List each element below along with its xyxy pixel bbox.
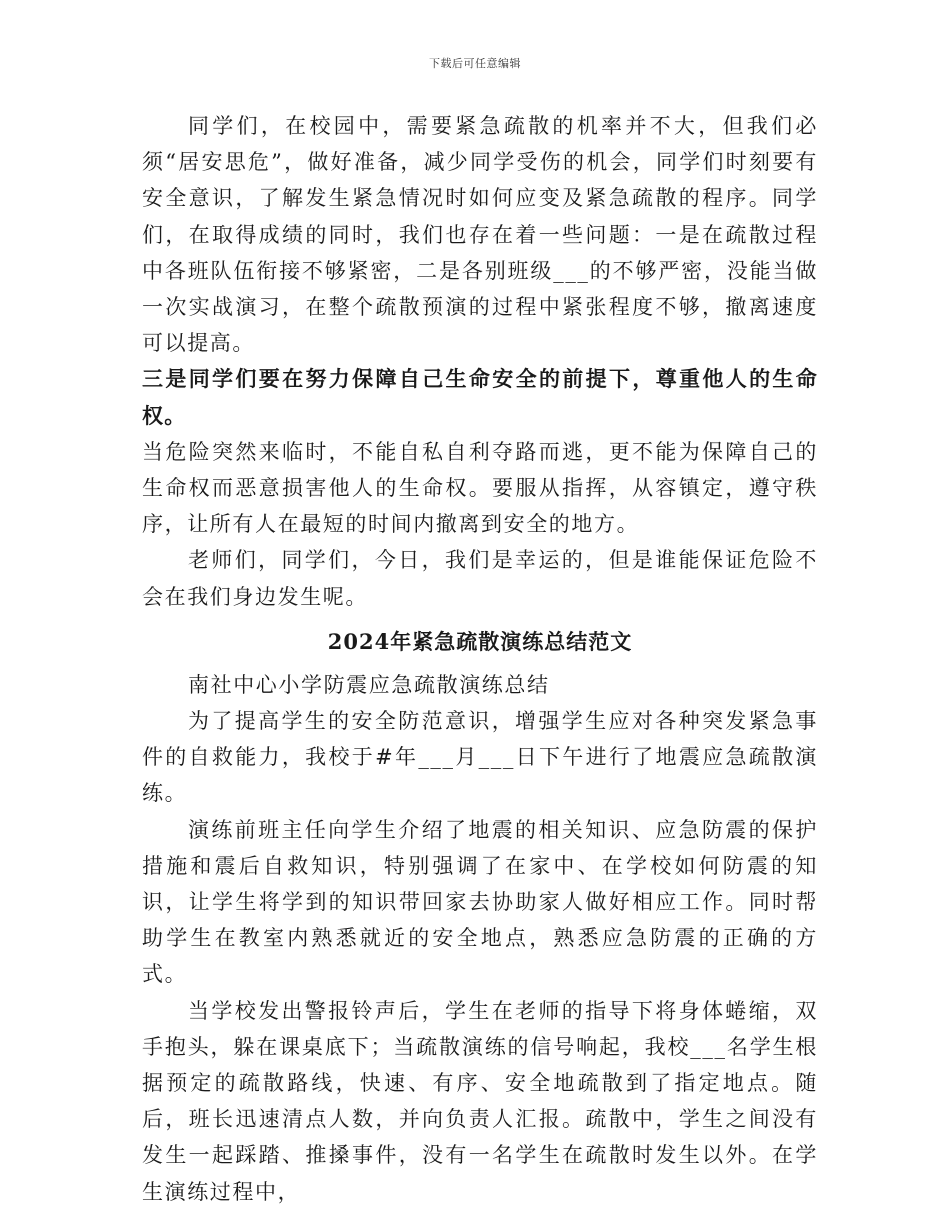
document-body (142, 108, 818, 1210)
paragraph-preparation: 演练前班主任向学生介绍了地震的相关知识、应急防震的保护措施和震后自救知识，特别强调了在家中、在学校如何防震的知识，让学生将学到的知识带回家去协助家人做好相应工作。同时帮助学生在教室内熟悉就近的安全地点，熟悉应急防震的正确的方式。 (142, 817, 818, 987)
header-note: 下载后可任意编辑 (429, 57, 521, 70)
section-title: 2024年紧急疏散演练总结范文 (327, 628, 633, 654)
paragraph-closing-remark: 老师们，同学们，今日，我们是幸运的，但是谁能保证危险不会在我们身边发生呢。 (142, 548, 818, 609)
paragraph-purpose: 为了提高学生的安全防范意识，增强学生应对各种突发紧急事件的自救能力，我校于#年___月___日下午进行了地震应急疏散演练。 (142, 709, 818, 806)
paragraph-danger-conduct: 当危险突然来临时，不能自私自利夺路而逃，更不能为保障自己的生命权而恶意损害他人的生命权。要服从指挥，从容镇定，遵守秩序，让所有人在最短的时间内撤离到安全的地方。 (142, 439, 818, 537)
paragraph-subtitle: 南社中心小学防震应急疏散演练总结 (188, 672, 550, 697)
paragraph-drill-process: 当学校发出警报铃声后，学生在老师的指导下将身体蜷缩，双手抱头，躲在课桌底下；当疏散演练的信号响起，我校___名学生根据预定的疏散路线，快速、有序、安全地疏散到了指定地点。随后，班长迅速清点人数，并向负责人汇报。疏散中，学生之间没有发生一起踩踏、推搡事件，没有一名学生在疏散时发生以外。在学生演练过程中， (142, 998, 818, 1204)
paragraph-third-point: 三是同学们要在努力保障自己生命安全的前提下，尊重他人的生命权。 (142, 366, 818, 428)
paragraph-drill-reflection: 同学们，在校园中，需要紧急疏散的机率并不大，但我们必须“居安思危”，做好准备，减少同学受伤的机会，同学们时刻要有安全意识，了解发生紧急情况时如何应变及紧急疏散的程序。同学们，在取得成绩的同时，我们也存在着一些问题：一是在疏散过程中各班队伍衔接不够紧密，二是各别班级___的不够严密，没能当做一次实战演习，在整个疏散预演的过程中紧张程度不够，撤离速度可以提高。 (142, 114, 818, 356)
